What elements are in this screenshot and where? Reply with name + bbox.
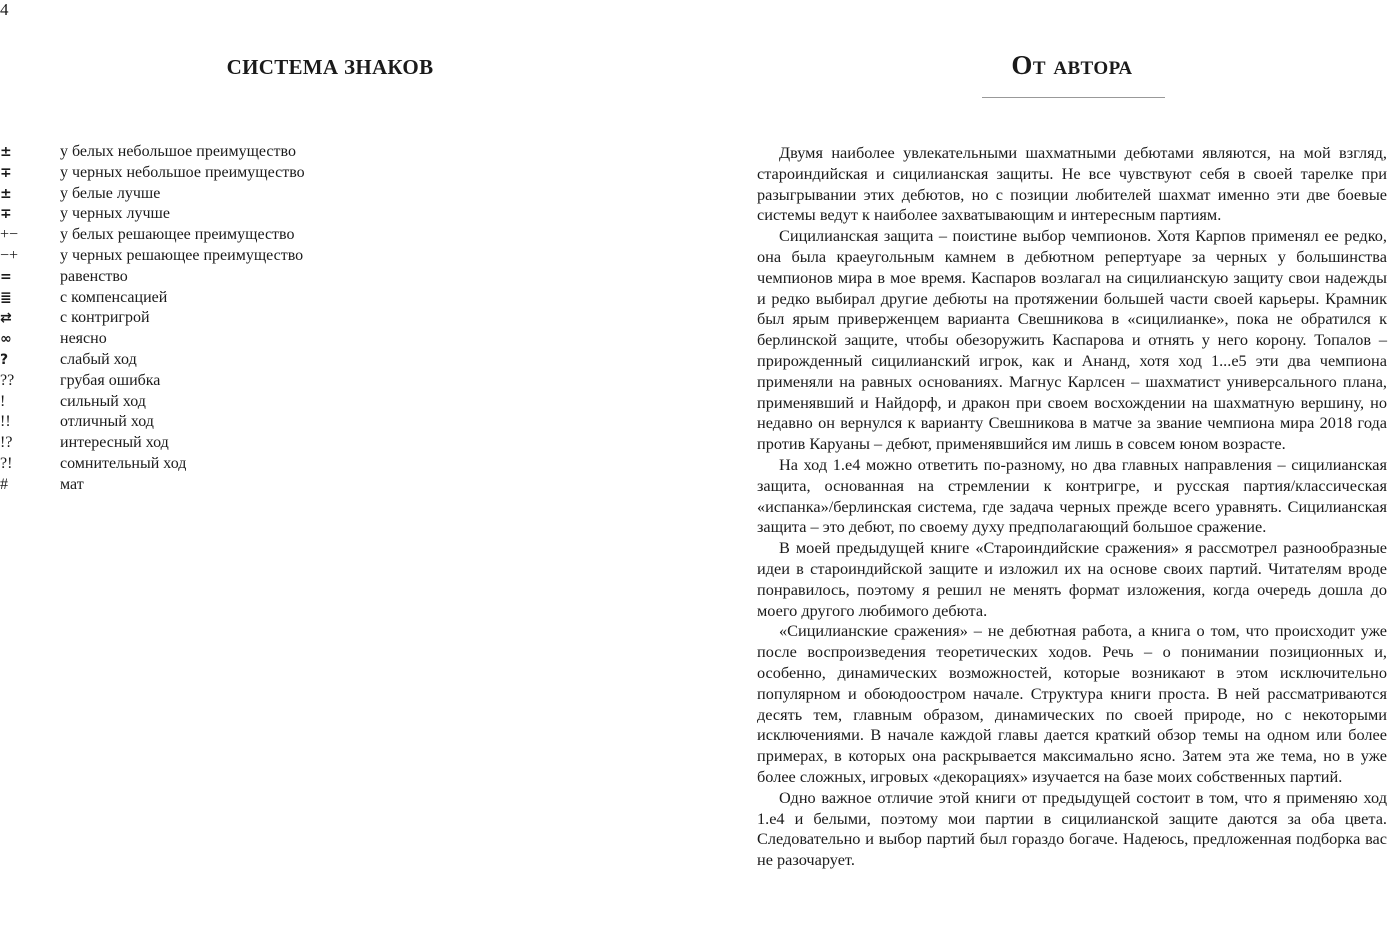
left-page: [0, 0, 660, 952]
symbols-legend: [0, 142, 420, 496]
legend-symbol: !: [0, 392, 6, 410]
legend-row: [0, 371, 420, 392]
legend-description: у черных решающее преимущество: [60, 246, 304, 264]
foreword-paragraph: В моей предыдущей книге «Староиндийские сражения» я рассмотрел разнообразные идеи в староиндийской защите и изложил их на основе своих партий. Читателям вроде понравилось, поэтому я решил не менять формат изложения, когда очередь дошла до моего другого любимого дебюта.: [757, 538, 1387, 620]
legend-description: неясно: [60, 330, 107, 348]
legend-symbol: ±: [0, 185, 12, 202]
foreword-paragraph: Двумя наиболее увлекательными шахматными дебютами являются, на мой взгляд, староиндийская и сицилианская защиты. Не все чувствуют себя в своей тарелке при разыгрывании этих дебютов, но с позиции любителей шахмат именно эти две боевые системы ведут к наиболее захватывающим и интересным партиям.: [757, 143, 1387, 225]
legend-symbol: ?!: [0, 454, 13, 472]
legend-row: [0, 225, 420, 246]
legend-description: у черных лучше: [60, 205, 170, 223]
legend-symbol: ∓: [0, 164, 12, 181]
foreword-paragraph: Сицилианская защита – поистине выбор чемпионов. Хотя Карпов применял ее редко, она была краеугольным камнем в дебютном репертуаре за черных у большинства чемпионов мира в мое время. Каспаров возлагал на сицилианскую защиту свои надежды и редко выбирал другие дебюты на протяжении большей части своей карьеры. Крамник был ярым приверженцем варианта Свешникова в «сицилианке», пока не обратился к берлинской защите, чтобы обезоружить Каспарова и отнять у него корону. Топалов – прирожденный сицилианский игрок, как и Ананд, хотя ход 1...e5 эти два чемпиона применяли на равных основаниях. Магнус Карлсен – шахматист универсального плана, применявший и Найдорф, и дракон при своем восхождении на шахматную вершину, но недавно он вернулся к варианту Свешникова в матче за звание чемпиона мира 2018 года против Каруаны – дебют, применявшийся им лишь в совсем юном возрасте.: [757, 226, 1387, 454]
legend-symbol: ?: [0, 351, 9, 368]
legend-description: у черных небольшое преимущество: [60, 163, 305, 181]
legend-description: мат: [60, 475, 84, 493]
legend-row: [0, 267, 420, 288]
legend-symbol: !?: [0, 434, 13, 452]
legend-symbol: #: [0, 475, 8, 493]
page-number: 4: [0, 0, 9, 19]
legend-description: у белых небольшое преимущество: [60, 143, 296, 160]
legend-symbol: ≣: [0, 289, 12, 306]
symbols-title: СИСТЕМА ЗНАКОВ: [226, 55, 434, 79]
legend-row: [0, 184, 420, 205]
legend-description: грубая ошибка: [60, 371, 161, 389]
foreword-paragraph: Одно важное отличие этой книги от предыдущей состоит в том, что я применяю ход 1.e4 и белыми, поэтому мои партии в сицилианской защите даются за оба цвета. Следовательно и выбор партий был гораздо богаче. Надеюсь, предложенная подборка вас не разочарует.: [757, 787, 1387, 870]
legend-description: интересный ход: [60, 434, 169, 452]
legend-symbol: !!: [0, 413, 11, 431]
legend-description: сильный ход: [60, 392, 146, 410]
legend-row: [0, 412, 420, 433]
title-divider: [982, 97, 1165, 98]
legend-row: [0, 204, 420, 225]
legend-description: отличный ход: [60, 413, 154, 431]
legend-row: [0, 350, 420, 371]
legend-symbol: =: [0, 268, 12, 285]
legend-symbol: −+: [0, 246, 19, 264]
legend-symbol: +−: [0, 226, 19, 244]
legend-description: слабый ход: [60, 350, 137, 368]
right-page: [757, 0, 1387, 952]
foreword-body: [757, 143, 1387, 871]
legend-row: [0, 433, 420, 454]
legend-description: у белых решающее преимущество: [60, 226, 295, 244]
legend-row: [0, 329, 420, 350]
legend-description: у белые лучше: [60, 184, 161, 202]
legend-row: [0, 142, 420, 163]
legend-symbol: ∞: [0, 331, 12, 348]
legend-row: [0, 288, 420, 309]
legend-description: с контригрой: [60, 309, 150, 327]
legend-row: [0, 246, 420, 267]
legend-symbol: ⇄: [0, 310, 12, 327]
legend-symbol: ±: [0, 144, 12, 160]
legend-row: [0, 454, 420, 475]
legend-description: равенство: [60, 267, 128, 285]
legend-row: [0, 392, 420, 413]
legend-row: [0, 308, 420, 329]
legend-description: сомнительный ход: [60, 454, 187, 472]
legend-row: [0, 475, 420, 496]
foreword-paragraph: На ход 1.e4 можно ответить по-разному, но два главных направления – сицилианская защита, основанная на стремлении к контригре, и русская партия/классическая «испанка»/берлинская система, где задача черных прежде всего уравнять. Сицилианская защита – это дебют, по своему духу предполагающий большое сражение.: [757, 454, 1387, 537]
author-foreword-title: От автора: [1011, 50, 1133, 80]
legend-row: [0, 163, 420, 184]
legend-description: с компенсацией: [60, 288, 168, 306]
legend-symbol: ??: [0, 371, 15, 389]
foreword-paragraph: «Сицилианские сражения» – не дебютная работа, а книга о том, что происходит уже после воспроизведения теоретических ходов. Речь – о понимании позиционных и, особенно, динамических возможностей, которые возникают в этом исключительно популярном и обоюдоостром начале. Структура книги проста. В ней рассматриваются десять тем, главным образом, динамических по своей природе, но с некоторыми исключениями. В начале каждой главы дается краткий обзор темы на одном или более примерах, в которых она раскрывается максимально ясно. Затем эта же тема, но в уже более сложных, игровых «декорациях» изучается на базе моих собственных партий.: [757, 621, 1387, 786]
legend-symbol: ∓: [0, 206, 12, 223]
